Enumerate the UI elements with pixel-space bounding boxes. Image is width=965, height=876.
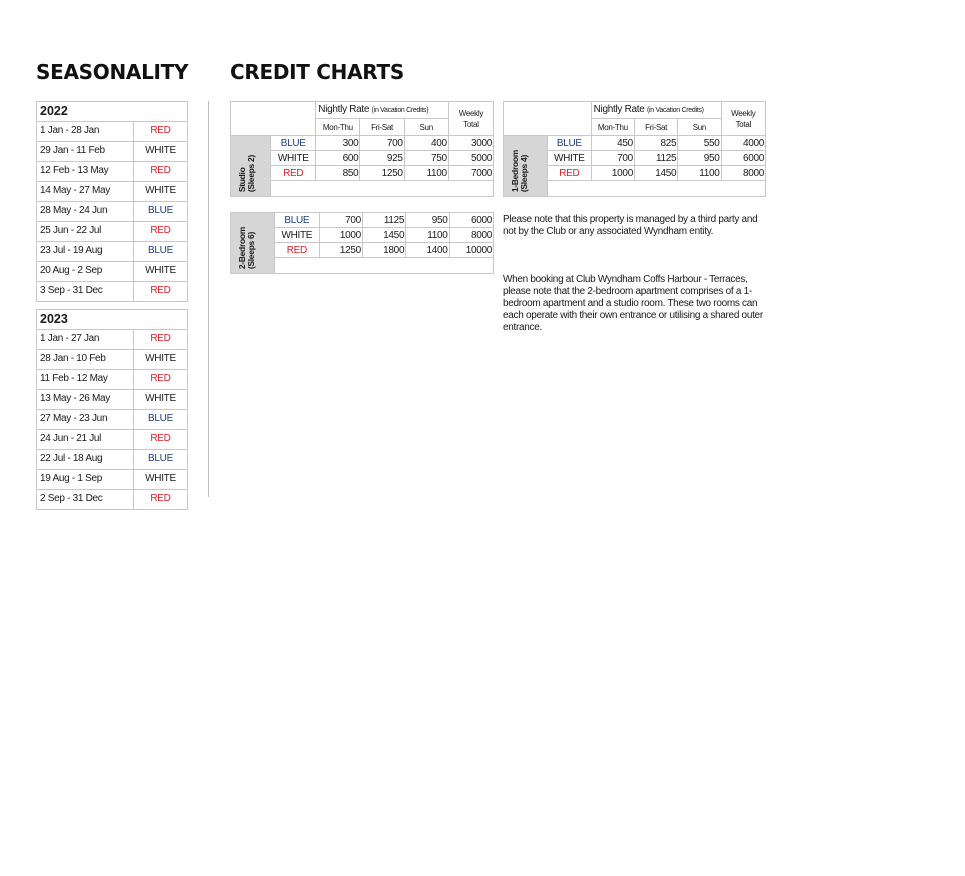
season-cell: RED [271,166,316,181]
mon-thu-value: 450 [591,136,634,151]
season-cell: BLUE [271,136,316,151]
unit-label: 2-Bedroom (Sleeps 6) [237,226,256,269]
fri-sat-value: 1250 [360,166,404,181]
season-year: 2023 [37,310,187,330]
season-dates: 3 Sep - 31 Dec [37,282,134,301]
season-dates: 11 Feb - 12 May [37,370,134,389]
season-dates: 1 Jan - 27 Jan [37,330,134,349]
weekly-value: 7000 [448,166,493,181]
season-color: RED [150,285,171,296]
season-cell: BLUE [548,136,592,151]
credit-table-1-bedroom [503,101,766,197]
section-divider [208,101,209,497]
nightly-rate-header: Nightly Rate (in Vacation Credits) [316,102,448,119]
management-note: Please note that this property is managed by a third party and not by the Club or any associated Wyndham entity. [503,214,758,237]
season-cell: RED [275,243,320,258]
weekly-value: 3000 [448,136,493,151]
season-row [37,262,187,282]
season-color: RED [150,225,171,236]
season-row [37,162,187,182]
mon-thu-value: 1000 [319,228,362,243]
season-dates: 2 Sep - 31 Dec [37,490,134,509]
sun-value: 550 [678,136,721,151]
season-cell: BLUE [275,213,320,228]
sun-header: Sun [678,119,721,136]
weekly-value: 4000 [721,136,765,151]
mon-thu-value: 1000 [591,166,634,181]
weekly-total-header: Weekly Total [448,102,493,136]
mon-thu-header: Mon-Thu [591,119,634,136]
unit-label: 1-Bedroom (Sleeps 4) [510,149,529,192]
season-cell: WHITE [271,151,316,166]
season-dates: 20 Aug - 2 Sep [37,262,134,281]
season-color: WHITE [145,145,176,156]
unit-label: Studio (Sleeps 2) [237,154,256,192]
season-cell: RED [548,166,592,181]
sun-value: 1100 [404,166,448,181]
sun-header: Sun [404,119,448,136]
season-table-2022 [36,101,188,302]
booking-note: When booking at Club Wyndham Coffs Harbour - Terraces, please note that the 2-bedroom apartment comprises of a 1-bedroom apartment and a studio room. These two rooms can each operate with their own entrance or utilising a shared outer entrance. [503,274,763,333]
season-row [37,410,187,430]
fri-sat-value: 825 [634,136,677,151]
season-table-2023 [36,309,188,510]
season-color: BLUE [148,205,173,216]
weekly-value: 10000 [449,243,494,258]
sun-value: 1100 [678,166,721,181]
season-color: RED [150,125,171,136]
weekly-value: 8000 [721,166,765,181]
season-row [37,430,187,450]
mon-thu-value: 1250 [319,243,362,258]
season-color: WHITE [145,265,176,276]
season-color: BLUE [148,245,173,256]
season-color: RED [150,333,171,344]
fri-sat-value: 1800 [362,243,405,258]
season-row [37,370,187,390]
season-color: WHITE [145,473,176,484]
mon-thu-header: Mon-Thu [316,119,360,136]
credit-table-studio [230,101,494,197]
season-cell: WHITE [548,151,592,166]
weekly-value: 5000 [448,151,493,166]
season-color: WHITE [145,393,176,404]
season-color: BLUE [148,413,173,424]
fri-sat-value: 925 [360,151,404,166]
season-color: BLUE [148,453,173,464]
season-dates: 28 May - 24 Jun [37,202,134,221]
header-corner [231,102,316,136]
season-dates: 14 May - 27 May [37,182,134,201]
season-color: RED [150,493,171,504]
credit-charts-heading: CREDIT CHARTS [230,60,404,84]
sun-value: 750 [404,151,448,166]
season-row [37,350,187,370]
season-row [37,202,187,222]
mon-thu-value: 850 [316,166,360,181]
weekly-value: 6000 [721,151,765,166]
fri-sat-value: 700 [360,136,404,151]
season-row [37,490,187,509]
season-dates: 22 Jul - 18 Aug [37,450,134,469]
season-color: WHITE [145,185,176,196]
season-color: RED [150,165,171,176]
season-dates: 27 May - 23 Jun [37,410,134,429]
sun-value: 950 [678,151,721,166]
season-color: RED [150,433,171,444]
season-row [37,450,187,470]
season-row [37,242,187,262]
mon-thu-value: 600 [316,151,360,166]
credit-table-2-bedroom [230,212,494,274]
season-dates: 13 May - 26 May [37,390,134,409]
season-dates: 1 Jan - 28 Jan [37,122,134,141]
season-dates: 19 Aug - 1 Sep [37,470,134,489]
season-row [37,182,187,202]
sun-value: 1100 [406,228,449,243]
season-dates: 12 Feb - 13 May [37,162,134,181]
fri-sat-value: 1450 [362,228,405,243]
blank-row [275,258,494,274]
blank-row [548,181,766,197]
fri-sat-value: 1125 [634,151,677,166]
fri-sat-value: 1450 [634,166,677,181]
weekly-value: 6000 [449,213,494,228]
sun-value: 950 [406,213,449,228]
season-dates: 28 Jan - 10 Feb [37,350,134,369]
season-row [37,390,187,410]
nightly-rate-header: Nightly Rate (in Vacation Credits) [591,102,721,119]
sun-value: 1400 [406,243,449,258]
season-dates: 25 Jun - 22 Jul [37,222,134,241]
fri-sat-value: 1125 [362,213,405,228]
season-row [37,330,187,350]
weekly-value: 8000 [449,228,494,243]
weekly-total-header: Weekly Total [721,102,765,136]
unit-label-cell [231,136,271,197]
mon-thu-value: 300 [316,136,360,151]
season-row [37,470,187,490]
seasonality-heading: SEASONALITY [36,60,189,84]
season-row [37,282,187,301]
fri-sat-header: Fri-Sat [634,119,677,136]
unit-label-cell [231,213,275,274]
season-color: RED [150,373,171,384]
unit-label-cell [504,136,548,197]
season-row [37,122,187,142]
season-dates: 23 Jul - 19 Aug [37,242,134,261]
fri-sat-header: Fri-Sat [360,119,404,136]
season-row [37,222,187,242]
mon-thu-value: 700 [591,151,634,166]
sun-value: 400 [404,136,448,151]
blank-row [271,181,494,197]
mon-thu-value: 700 [319,213,362,228]
season-year: 2022 [37,102,187,122]
season-color: WHITE [145,353,176,364]
season-cell: WHITE [275,228,320,243]
season-dates: 24 Jun - 21 Jul [37,430,134,449]
header-corner [504,102,592,136]
season-row [37,142,187,162]
season-dates: 29 Jan - 11 Feb [37,142,134,161]
